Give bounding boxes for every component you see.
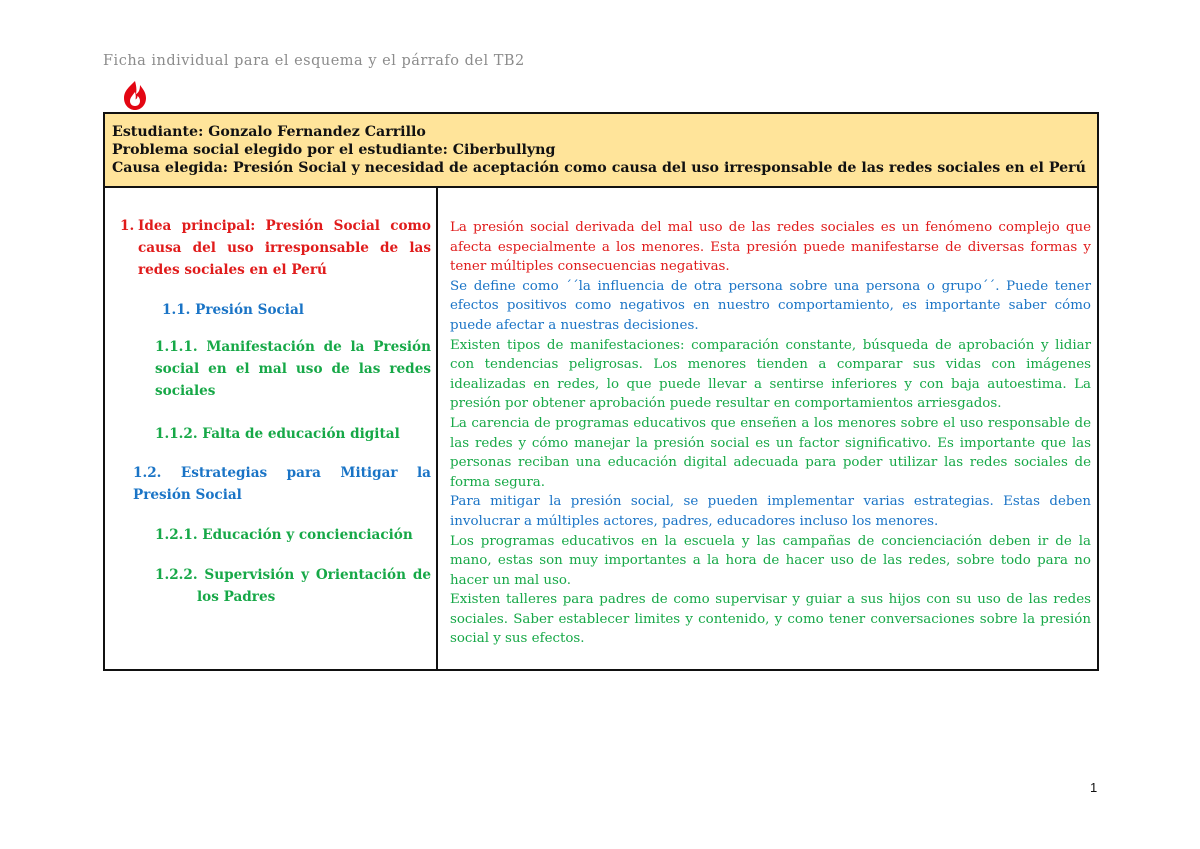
paragraph-parents: Existen talleres para padres de como supervisar y guiar a sus hijos con su uso de las redes sociales. Saber establecer limites y contenido, y como tener conversaciones sobre la presión social y sus efectos. bbox=[450, 592, 1091, 647]
paragraph-definition: Se define como ´´la influencia de otra persona sobre una persona o grupo´´. Puede tener efectos positivos como negativos en nuestro comportamiento, es importante saber cómo puede afectar a nuestras decisiones. bbox=[450, 278, 1091, 333]
outline-main-text: Idea principal: Presión Social como causa del uso irresponsable de las redes sociales en el Perú bbox=[138, 218, 431, 278]
upc-flame-logo-icon bbox=[118, 79, 152, 113]
outline-column bbox=[105, 188, 438, 669]
paragraph-intro: La presión social derivada del mal uso de las redes sociales es un fenómeno complejo que afecta especialmente a los menores. Esta presión puede manifestarse de diversas formas y tener múltiples consecuencias negativas. bbox=[450, 220, 1091, 275]
outline-1-1: 1.1. Presión Social bbox=[162, 302, 304, 318]
page-number: 1 bbox=[1090, 780, 1098, 795]
outline-1-2-1: 1.2.1. Educación y concienciación bbox=[155, 527, 413, 543]
paragraph-column bbox=[438, 188, 1097, 669]
outline-main-idea bbox=[120, 215, 431, 281]
outline-1-2: 1.2. Estrategias para Mitigar la Presión Social bbox=[133, 465, 431, 503]
social-problem: Problema social elegido por el estudiante: Ciberbullyng bbox=[112, 142, 556, 158]
student-name: Estudiante: Gonzalo Fernandez Carrillo bbox=[112, 124, 426, 140]
outline-1-1-2: 1.1.2. Falta de educación digital bbox=[155, 426, 400, 442]
paragraph-manifestations: Existen tipos de manifestaciones: comparación constante, búsqueda de aprobación y lidiar con tendencias peligrosas. Los menores tienden a comparar sus vidas con imágenes idealizadas en redes, lo que puede llevar a sentirse inferiores y con baja autoestima. La presión por obtener aprobación puede resultar en comportamientos arriesgados. bbox=[450, 337, 1091, 412]
outline-1-2-2-line2: los Padres bbox=[197, 589, 276, 605]
paragraph-education: La carencia de programas educativos que enseñen a los menores sobre el uso responsable de las redes y cómo manejar la presión social es un factor significativo. Es importante que las personas reciban una educación digital adecuada para poder utilizar las redes sociales de forma segura. bbox=[450, 415, 1091, 490]
form-table bbox=[103, 112, 1099, 671]
student-info-box bbox=[105, 114, 1097, 188]
outline-1-1-1: 1.1.1. Manifestación de la Presión social en el mal uso de las redes sociales bbox=[155, 339, 431, 399]
chosen-cause: Causa elegida: Presión Social y necesidad de aceptación como causa del uso irresponsable de las redes sociales en el Perú bbox=[112, 160, 1086, 176]
paragraph-strategies: Para mitigar la presión social, se pueden implementar varias estrategias. Estas deben involucrar a múltiples actores, padres, educadores incluso los menores. bbox=[450, 494, 1091, 529]
document-header-title: Ficha individual para el esquema y el párrafo del TB2 bbox=[103, 53, 525, 69]
outline-main-number: 1. bbox=[120, 218, 135, 234]
outline-1-2-2 bbox=[155, 564, 431, 608]
outline-1-2-2-line1: 1.2.2. Supervisión y Orientación de bbox=[155, 567, 431, 583]
paragraph-programs: Los programas educativos en la escuela y las campañas de concienciación deben ir de la mano, estas son muy importantes a la hora de hacer uso de las redes, sobre todo para no hacer un mal uso. bbox=[450, 533, 1091, 588]
